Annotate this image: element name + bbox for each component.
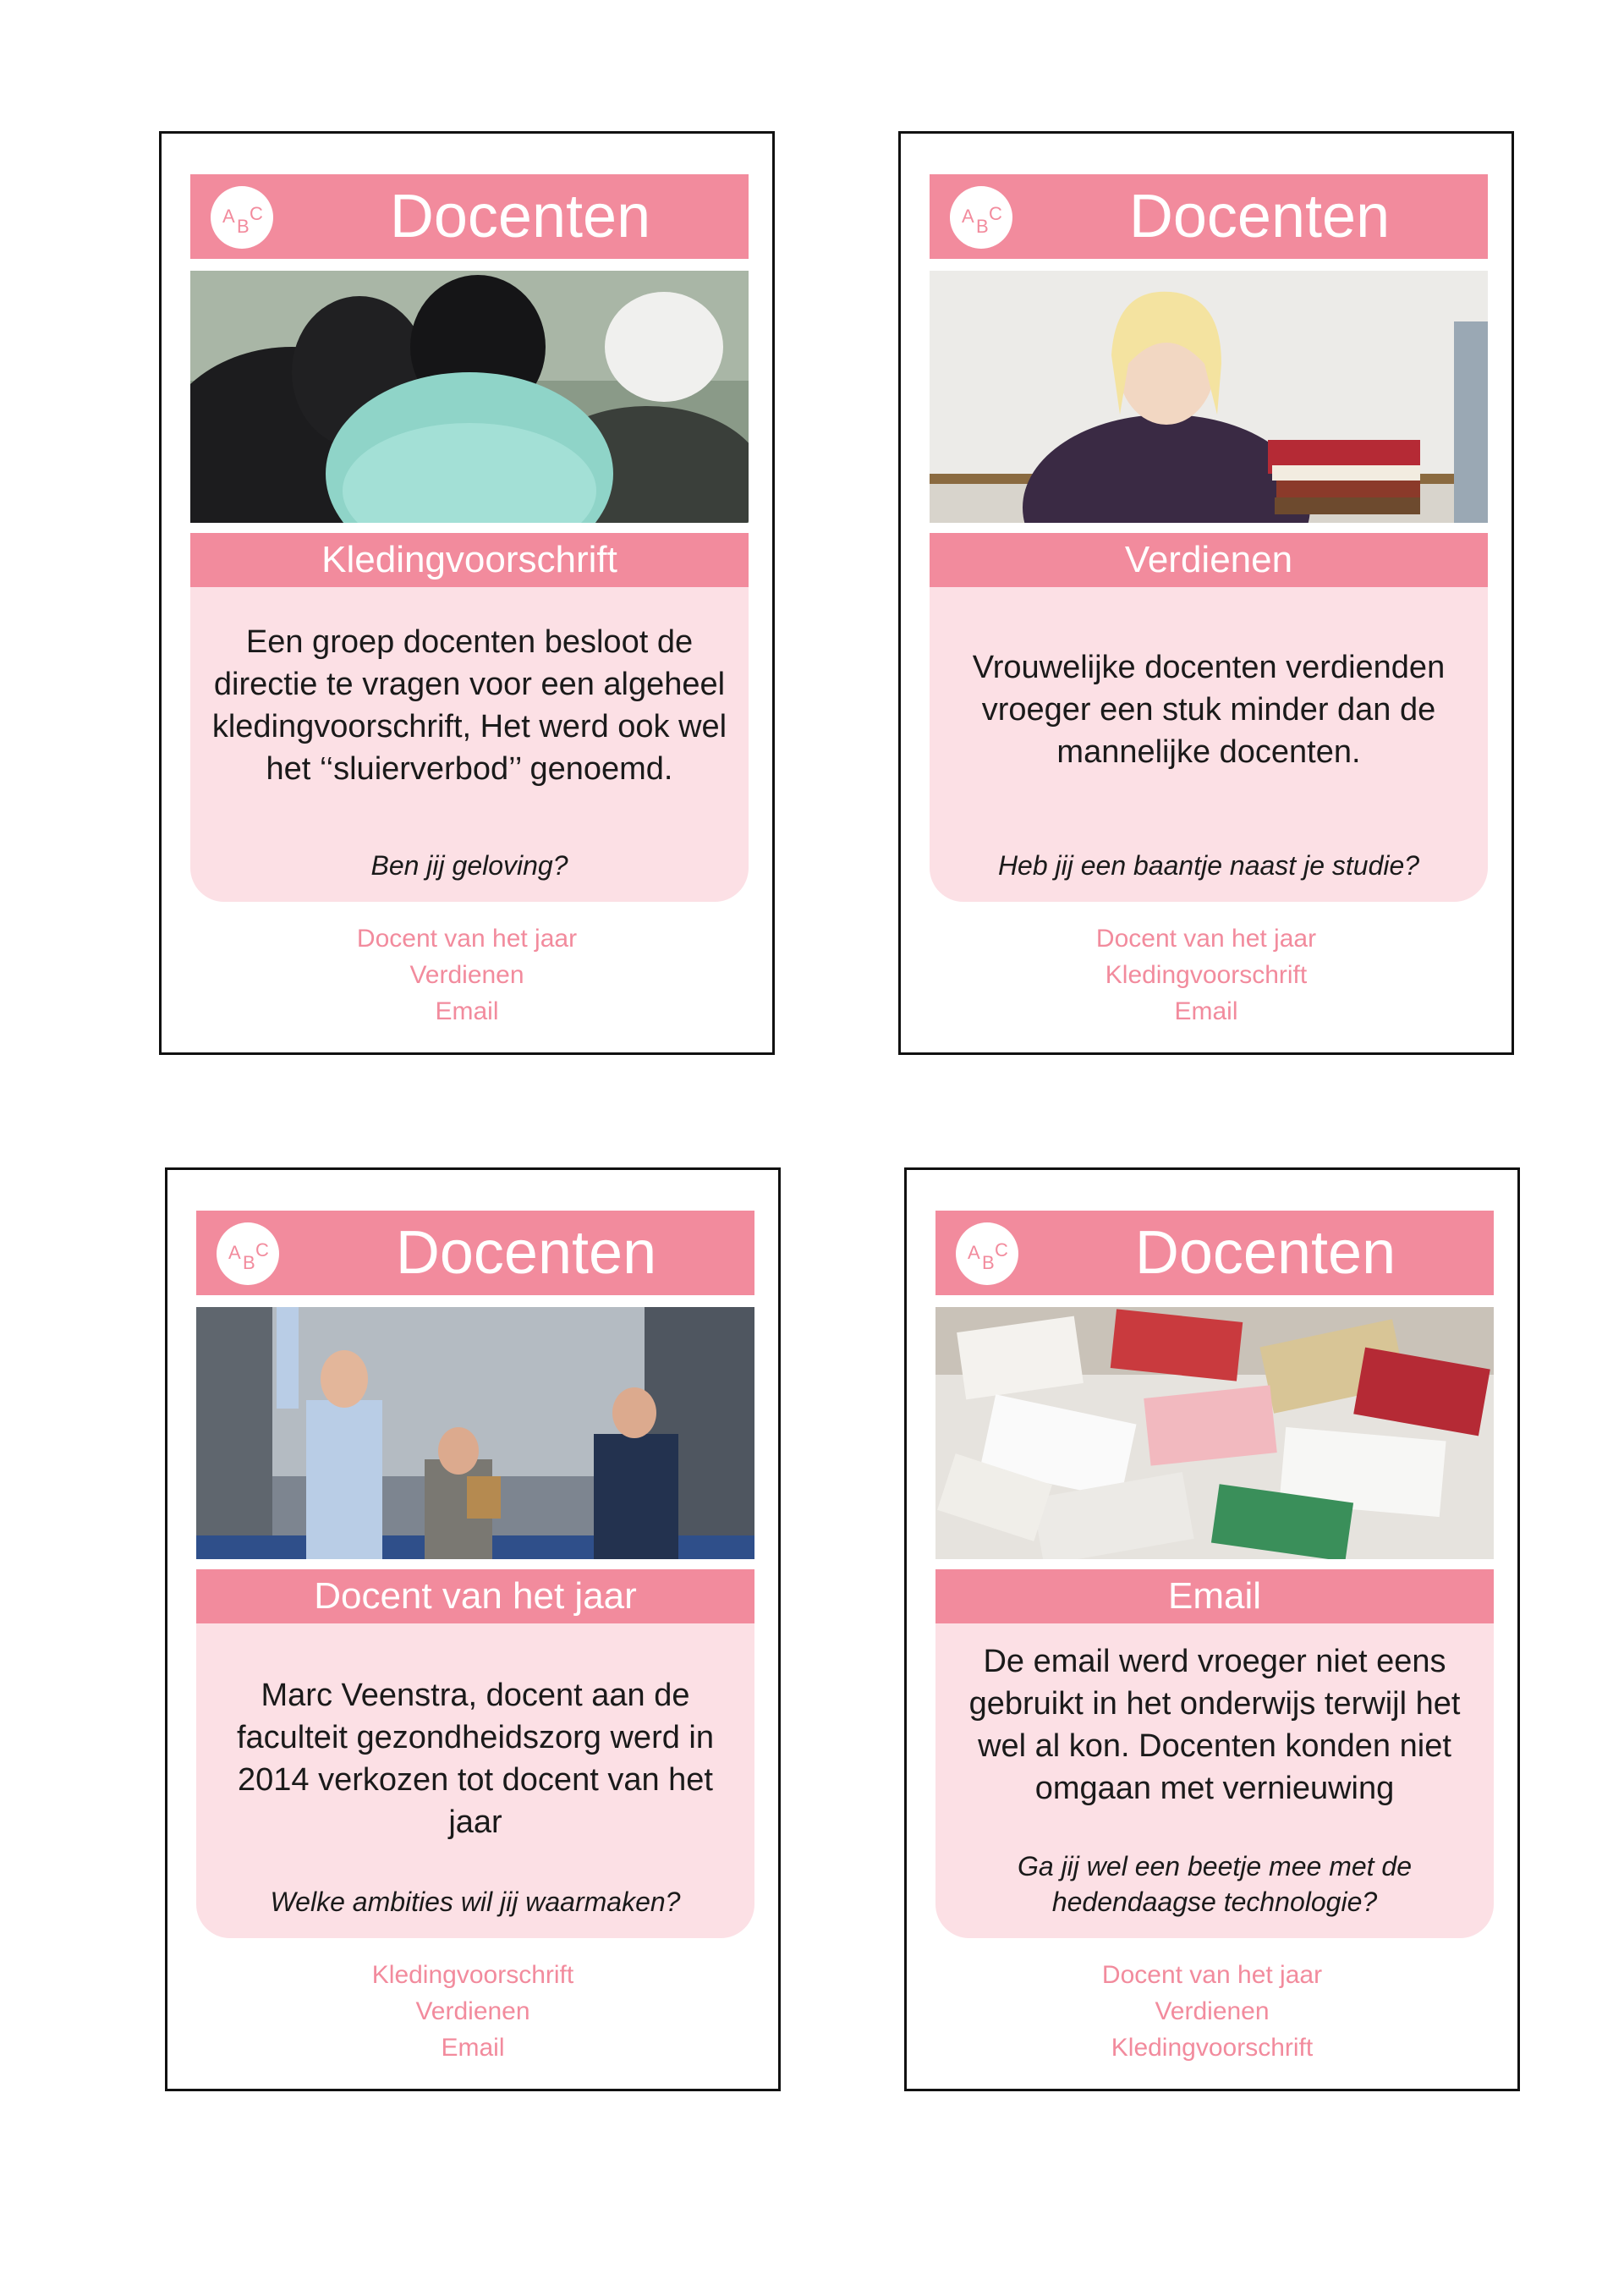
- link-email[interactable]: Email: [441, 2034, 505, 2062]
- link-kledingvoorschrift[interactable]: Kledingvoorschrift: [371, 1961, 574, 1989]
- related-links: [167, 1957, 778, 2066]
- card-body-text: Vrouwelijke docenten verdienden vroeger een stuk minder dan de mannelijke docenten.: [972, 650, 1446, 770]
- card-photo: [196, 1307, 754, 1559]
- card-header: [930, 174, 1488, 259]
- card-photo: [190, 271, 749, 523]
- card-question: Welke ambities wil jij waarmaken?: [270, 1887, 681, 1917]
- card-subtitle: Verdienen: [930, 533, 1488, 587]
- card-body-text: De email werd vroeger niet eens gebruikt in het onderwijs terwijl het wel al kon. Docenten konden niet omgaan met vernieuwing: [968, 1644, 1461, 1806]
- link-email[interactable]: Email: [1174, 997, 1238, 1025]
- card-subtitle: Email: [935, 1569, 1494, 1623]
- card-photo: [930, 271, 1488, 523]
- card-subtitle: Docent van het jaar: [196, 1569, 754, 1623]
- related-links: [907, 1957, 1517, 2066]
- card-email: [904, 1167, 1520, 2091]
- card-header: [196, 1211, 754, 1295]
- card-body-text: Marc Veenstra, docent aan de faculteit gezondheidszorg werd in 2014 verkozen tot docent van het jaar: [236, 1678, 714, 1840]
- link-verdienen[interactable]: Verdienen: [415, 1997, 530, 2025]
- card-title: Docenten: [1134, 1219, 1396, 1287]
- link-kledingvoorschrift[interactable]: Kledingvoorschrift: [1105, 961, 1308, 989]
- card-title: Docenten: [1128, 183, 1391, 250]
- related-links: [162, 920, 772, 1030]
- card-header: [935, 1211, 1494, 1295]
- card-body: [190, 587, 749, 902]
- card-title: Docenten: [395, 1219, 657, 1287]
- link-docent-van-het-jaar[interactable]: Docent van het jaar: [356, 925, 578, 953]
- card-body: [930, 587, 1488, 902]
- link-email[interactable]: Email: [435, 997, 499, 1025]
- link-kledingvoorschrift[interactable]: Kledingvoorschrift: [1111, 2034, 1314, 2062]
- link-verdienen[interactable]: Verdienen: [409, 961, 524, 989]
- link-verdienen[interactable]: Verdienen: [1155, 1997, 1270, 2025]
- card-subtitle: Kledingvoorschrift: [190, 533, 749, 587]
- card-docent-van-het-jaar: [165, 1167, 781, 2091]
- card-title: Docenten: [389, 183, 651, 250]
- card-kledingvoorschrift: [159, 131, 775, 1055]
- card-body-text: Een groep docenten besloot de directie te vragen voor een algeheel kledingvoorschrift, Het werd ook wel het ‘‘sluierverbod’’ genoemd.: [211, 624, 727, 787]
- card-body: [196, 1623, 754, 1938]
- link-docent-van-het-jaar[interactable]: Docent van het jaar: [1101, 1961, 1323, 1989]
- link-docent-van-het-jaar[interactable]: Docent van het jaar: [1095, 925, 1317, 953]
- abc-logo-icon: A B C: [211, 186, 273, 249]
- related-links: [901, 920, 1512, 1030]
- card-body: [935, 1623, 1494, 1938]
- card-photo: [935, 1307, 1494, 1559]
- card-question: Heb jij een baantje naast je studie?: [997, 850, 1420, 881]
- card-question: Ga jij wel een beetje mee met de hedendaagse technologie?: [1017, 1851, 1413, 1917]
- card-verdienen: [898, 131, 1514, 1055]
- abc-logo-icon: A B C: [956, 1222, 1018, 1285]
- card-question: Ben jij geloving?: [370, 850, 568, 881]
- abc-logo-icon: A B C: [950, 186, 1012, 249]
- abc-logo-icon: A B C: [217, 1222, 279, 1285]
- card-header: [190, 174, 749, 259]
